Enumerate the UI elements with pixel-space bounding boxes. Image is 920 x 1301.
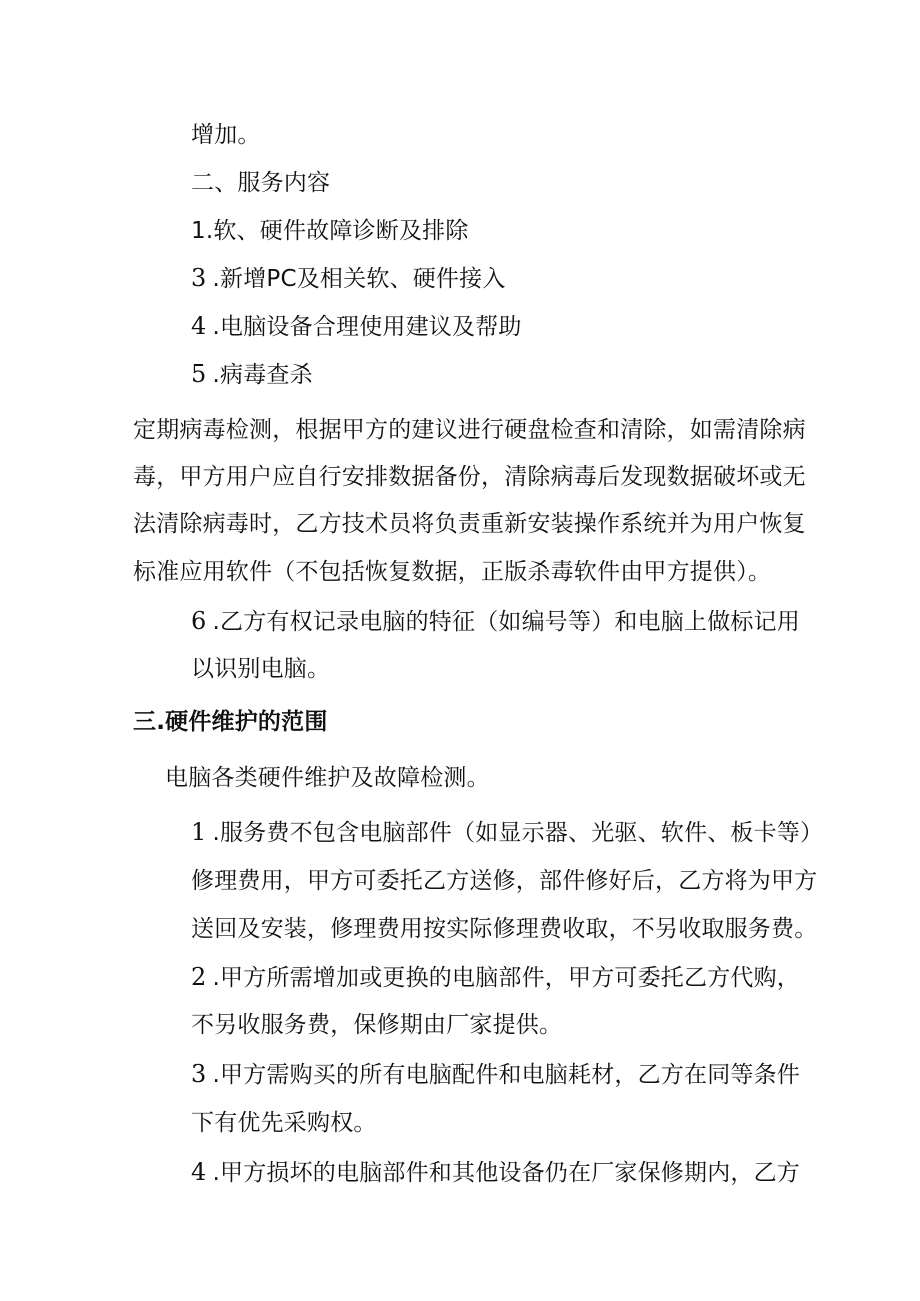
list-item: 5 .病毒查杀 (191, 360, 313, 388)
paragraph-line: 标准应用软件（不包括恢复数据，正版杀毒软件由甲方提供）。 (133, 559, 772, 585)
list-item: 1 .服务费不包含电脑部件（如显示器、光驱、软件、板卡等） (191, 818, 824, 846)
list-item-continuation: 下有优先采购权。 (191, 1110, 377, 1136)
list-item: 4 .甲方损坏的电脑部件和其他设备仍在厂家保修期内，乙方 (191, 1158, 800, 1186)
list-item-continuation: 不另收服务费，保修期由厂家提供。 (191, 1012, 563, 1038)
list-item-continuation: 以识别电脑。 (191, 656, 331, 682)
section-heading: 二、服务内容 (191, 170, 331, 196)
text-line: 电脑各类硬件维护及故障检测。 (165, 765, 490, 791)
paragraph-line: 毒，甲方用户应自行安排数据备份，清除病毒后发现数据破坏或无 (133, 464, 806, 490)
list-item: 3 .甲方需购买的所有电脑配件和电脑耗材，乙方在同等条件 (191, 1060, 800, 1088)
section-heading: 三.硬件维护的范围 (133, 709, 328, 735)
list-item-continuation: 修理费用，甲方可委托乙方送修，部件修好后，乙方将为甲方 (191, 868, 818, 894)
list-item: 2 .甲方所需增加或更换的电脑部件，甲方可委托乙方代购， (191, 963, 800, 991)
paragraph-line: 定期病毒检测，根据甲方的建议进行硬盘检查和清除，如需清除病 (133, 417, 806, 443)
paragraph-line: 法清除病毒时，乙方技术员将负责重新安装操作系统并为用户恢复 (133, 511, 806, 537)
list-item: 4 .电脑设备合理使用建议及帮助 (191, 312, 522, 340)
list-item: 6 .乙方有权记录电脑的特征（如编号等）和电脑上做标记用 (191, 607, 800, 635)
list-item: 3 .新增PC及相关软、硬件接入 (191, 264, 506, 292)
list-item: 1.软、硬件故障诊断及排除 (191, 218, 469, 244)
list-item-continuation: 送回及安装，修理费用按实际修理费收取，不另收取服务费。 (191, 916, 818, 942)
text-line: 增加。 (191, 122, 261, 148)
